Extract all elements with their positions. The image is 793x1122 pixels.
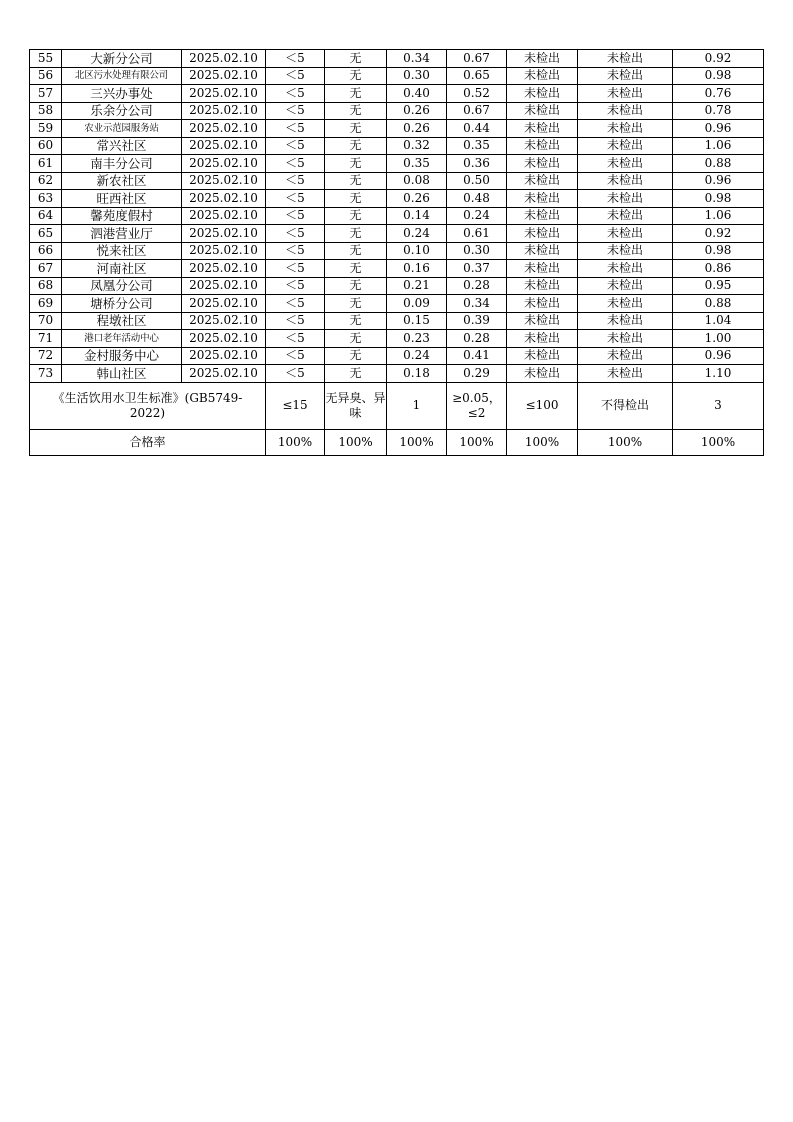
- pass-rate-3: 100%: [387, 429, 447, 455]
- pass-rate-row: [30, 429, 764, 455]
- value-2: 无: [325, 190, 387, 208]
- sample-date: 2025.02.10: [182, 172, 266, 190]
- value-1: ＜5: [266, 102, 325, 120]
- value-7: 0.86: [673, 260, 764, 278]
- value-6: 未检出: [578, 67, 673, 85]
- row-number: 57: [30, 85, 62, 103]
- table-row: [30, 347, 764, 365]
- value-1: ＜5: [266, 172, 325, 190]
- value-3: 0.40: [387, 85, 447, 103]
- value-5: 未检出: [507, 190, 578, 208]
- sample-date: 2025.02.10: [182, 277, 266, 295]
- value-2: 无: [325, 50, 387, 68]
- pass-rate-1: 100%: [266, 429, 325, 455]
- value-2: 无: [325, 312, 387, 330]
- row-number: 63: [30, 190, 62, 208]
- value-7: 0.96: [673, 347, 764, 365]
- value-4: 0.34: [447, 295, 507, 313]
- table-row: [30, 312, 764, 330]
- value-1: ＜5: [266, 347, 325, 365]
- value-1: ＜5: [266, 330, 325, 348]
- value-3: 0.24: [387, 225, 447, 243]
- value-3: 0.32: [387, 137, 447, 155]
- value-3: 0.16: [387, 260, 447, 278]
- value-7: 0.88: [673, 155, 764, 173]
- site-name: 河南社区: [62, 260, 182, 278]
- site-name: 金村服务中心: [62, 347, 182, 365]
- value-1: ＜5: [266, 190, 325, 208]
- value-2: 无: [325, 277, 387, 295]
- value-6: 未检出: [578, 260, 673, 278]
- pass-rate-label: 合格率: [30, 429, 266, 455]
- table-row: [30, 155, 764, 173]
- value-6: 未检出: [578, 155, 673, 173]
- standard-limit-1: ≤15: [266, 382, 325, 429]
- site-name: 新农社区: [62, 172, 182, 190]
- value-1: ＜5: [266, 295, 325, 313]
- site-name: 大新分公司: [62, 50, 182, 68]
- value-4: 0.35: [447, 137, 507, 155]
- value-6: 未检出: [578, 50, 673, 68]
- row-number: 62: [30, 172, 62, 190]
- value-7: 0.78: [673, 102, 764, 120]
- value-6: 未检出: [578, 347, 673, 365]
- value-5: 未检出: [507, 312, 578, 330]
- site-name: 常兴社区: [62, 137, 182, 155]
- value-6: 未检出: [578, 172, 673, 190]
- site-name: 港口老年活动中心: [62, 330, 182, 348]
- value-5: 未检出: [507, 85, 578, 103]
- sample-date: 2025.02.10: [182, 225, 266, 243]
- value-7: 0.95: [673, 277, 764, 295]
- standard-limit-3: 1: [387, 382, 447, 429]
- standard-limit-7: 3: [673, 382, 764, 429]
- value-6: 未检出: [578, 225, 673, 243]
- value-7: 0.98: [673, 190, 764, 208]
- value-4: 0.37: [447, 260, 507, 278]
- site-name: 凤凰分公司: [62, 277, 182, 295]
- site-name: 旺西社区: [62, 190, 182, 208]
- site-name: 塘桥分公司: [62, 295, 182, 313]
- value-4: 0.39: [447, 312, 507, 330]
- value-4: 0.24: [447, 207, 507, 225]
- table-row: [30, 365, 764, 383]
- sample-date: 2025.02.10: [182, 155, 266, 173]
- site-name: 南丰分公司: [62, 155, 182, 173]
- value-1: ＜5: [266, 312, 325, 330]
- row-number: 59: [30, 120, 62, 138]
- table-row: [30, 295, 764, 313]
- row-number: 68: [30, 277, 62, 295]
- row-number: 66: [30, 242, 62, 260]
- value-7: 1.10: [673, 365, 764, 383]
- value-7: 0.98: [673, 242, 764, 260]
- value-4: 0.48: [447, 190, 507, 208]
- value-2: 无: [325, 102, 387, 120]
- standard-row: [30, 382, 764, 429]
- sample-date: 2025.02.10: [182, 137, 266, 155]
- table-row: [30, 67, 764, 85]
- value-7: 0.96: [673, 120, 764, 138]
- row-number: 61: [30, 155, 62, 173]
- value-2: 无: [325, 365, 387, 383]
- value-6: 未检出: [578, 85, 673, 103]
- sample-date: 2025.02.10: [182, 260, 266, 278]
- sample-date: 2025.02.10: [182, 242, 266, 260]
- row-number: 64: [30, 207, 62, 225]
- table-row: [30, 277, 764, 295]
- table-row: [30, 172, 764, 190]
- standard-limit-5: ≤100: [507, 382, 578, 429]
- value-4: 0.50: [447, 172, 507, 190]
- row-number: 72: [30, 347, 62, 365]
- table-row: [30, 137, 764, 155]
- standard-limit-4: ≥0.05，≤2: [447, 382, 507, 429]
- value-2: 无: [325, 155, 387, 173]
- value-5: 未检出: [507, 225, 578, 243]
- value-6: 未检出: [578, 102, 673, 120]
- row-number: 60: [30, 137, 62, 155]
- value-2: 无: [325, 120, 387, 138]
- site-name: 北区污水处理有限公司: [62, 67, 182, 85]
- value-1: ＜5: [266, 85, 325, 103]
- sample-date: 2025.02.10: [182, 330, 266, 348]
- value-3: 0.15: [387, 312, 447, 330]
- value-3: 0.08: [387, 172, 447, 190]
- value-4: 0.67: [447, 50, 507, 68]
- value-6: 未检出: [578, 190, 673, 208]
- value-3: 0.18: [387, 365, 447, 383]
- value-5: 未检出: [507, 155, 578, 173]
- sample-date: 2025.02.10: [182, 347, 266, 365]
- value-7: 0.96: [673, 172, 764, 190]
- row-number: 69: [30, 295, 62, 313]
- value-3: 0.23: [387, 330, 447, 348]
- value-3: 0.30: [387, 67, 447, 85]
- value-5: 未检出: [507, 260, 578, 278]
- value-5: 未检出: [507, 295, 578, 313]
- value-3: 0.35: [387, 155, 447, 173]
- value-5: 未检出: [507, 365, 578, 383]
- row-number: 71: [30, 330, 62, 348]
- value-2: 无: [325, 85, 387, 103]
- table-row: [30, 50, 764, 68]
- value-3: 0.34: [387, 50, 447, 68]
- value-1: ＜5: [266, 277, 325, 295]
- value-2: 无: [325, 207, 387, 225]
- table-row: [30, 260, 764, 278]
- row-number: 67: [30, 260, 62, 278]
- value-5: 未检出: [507, 172, 578, 190]
- value-3: 0.14: [387, 207, 447, 225]
- sample-date: 2025.02.10: [182, 85, 266, 103]
- value-7: 0.92: [673, 50, 764, 68]
- value-6: 未检出: [578, 242, 673, 260]
- value-6: 未检出: [578, 120, 673, 138]
- value-5: 未检出: [507, 277, 578, 295]
- value-4: 0.29: [447, 365, 507, 383]
- value-6: 未检出: [578, 207, 673, 225]
- sample-date: 2025.02.10: [182, 50, 266, 68]
- value-6: 未检出: [578, 295, 673, 313]
- table-row: [30, 85, 764, 103]
- value-5: 未检出: [507, 102, 578, 120]
- value-7: 0.92: [673, 225, 764, 243]
- value-5: 未检出: [507, 120, 578, 138]
- value-5: 未检出: [507, 242, 578, 260]
- pass-rate-5: 100%: [507, 429, 578, 455]
- table-row: [30, 190, 764, 208]
- site-name: 韩山社区: [62, 365, 182, 383]
- value-3: 0.26: [387, 102, 447, 120]
- value-7: 0.98: [673, 67, 764, 85]
- row-number: 58: [30, 102, 62, 120]
- table-row: [30, 120, 764, 138]
- value-1: ＜5: [266, 137, 325, 155]
- table-row: [30, 330, 764, 348]
- pass-rate-6: 100%: [578, 429, 673, 455]
- sample-date: 2025.02.10: [182, 67, 266, 85]
- value-4: 0.52: [447, 85, 507, 103]
- row-number: 70: [30, 312, 62, 330]
- value-1: ＜5: [266, 67, 325, 85]
- water-quality-table: [29, 49, 764, 456]
- sample-date: 2025.02.10: [182, 102, 266, 120]
- value-3: 0.26: [387, 190, 447, 208]
- value-4: 0.36: [447, 155, 507, 173]
- value-6: 未检出: [578, 365, 673, 383]
- value-1: ＜5: [266, 207, 325, 225]
- standard-name: 《生活饮用水卫生标准》(GB5749-2022): [30, 382, 266, 429]
- sample-date: 2025.02.10: [182, 295, 266, 313]
- pass-rate-7: 100%: [673, 429, 764, 455]
- value-2: 无: [325, 137, 387, 155]
- site-name: 馨苑度假村: [62, 207, 182, 225]
- value-1: ＜5: [266, 120, 325, 138]
- value-3: 0.21: [387, 277, 447, 295]
- value-5: 未检出: [507, 137, 578, 155]
- site-name: 泗港营业厅: [62, 225, 182, 243]
- value-7: 1.04: [673, 312, 764, 330]
- sample-date: 2025.02.10: [182, 312, 266, 330]
- table-row: [30, 242, 764, 260]
- value-6: 未检出: [578, 312, 673, 330]
- value-3: 0.10: [387, 242, 447, 260]
- site-name: 程墩社区: [62, 312, 182, 330]
- row-number: 73: [30, 365, 62, 383]
- value-2: 无: [325, 330, 387, 348]
- value-2: 无: [325, 260, 387, 278]
- value-7: 0.88: [673, 295, 764, 313]
- value-2: 无: [325, 242, 387, 260]
- value-4: 0.65: [447, 67, 507, 85]
- table-row: [30, 102, 764, 120]
- value-4: 0.67: [447, 102, 507, 120]
- sample-date: 2025.02.10: [182, 365, 266, 383]
- site-name: 三兴办事处: [62, 85, 182, 103]
- sample-date: 2025.02.10: [182, 207, 266, 225]
- value-5: 未检出: [507, 50, 578, 68]
- row-number: 56: [30, 67, 62, 85]
- table-body: [30, 50, 764, 456]
- value-7: 1.06: [673, 137, 764, 155]
- value-4: 0.28: [447, 330, 507, 348]
- value-2: 无: [325, 347, 387, 365]
- value-2: 无: [325, 67, 387, 85]
- value-2: 无: [325, 225, 387, 243]
- standard-limit-6: 不得检出: [578, 382, 673, 429]
- value-5: 未检出: [507, 330, 578, 348]
- value-1: ＜5: [266, 155, 325, 173]
- value-1: ＜5: [266, 365, 325, 383]
- value-5: 未检出: [507, 207, 578, 225]
- value-5: 未检出: [507, 67, 578, 85]
- sample-date: 2025.02.10: [182, 120, 266, 138]
- site-name: 乐余分公司: [62, 102, 182, 120]
- table-row: [30, 225, 764, 243]
- value-6: 未检出: [578, 277, 673, 295]
- table-row: [30, 207, 764, 225]
- value-7: 0.76: [673, 85, 764, 103]
- value-3: 0.26: [387, 120, 447, 138]
- value-6: 未检出: [578, 330, 673, 348]
- value-6: 未检出: [578, 137, 673, 155]
- value-5: 未检出: [507, 347, 578, 365]
- value-1: ＜5: [266, 225, 325, 243]
- value-4: 0.41: [447, 347, 507, 365]
- value-4: 0.28: [447, 277, 507, 295]
- site-name: 农业示范园服务站: [62, 120, 182, 138]
- value-7: 1.00: [673, 330, 764, 348]
- value-1: ＜5: [266, 242, 325, 260]
- value-4: 0.44: [447, 120, 507, 138]
- value-1: ＜5: [266, 260, 325, 278]
- row-number: 65: [30, 225, 62, 243]
- value-3: 0.24: [387, 347, 447, 365]
- value-7: 1.06: [673, 207, 764, 225]
- standard-limit-2: 无异臭、异味: [325, 382, 387, 429]
- value-2: 无: [325, 295, 387, 313]
- value-2: 无: [325, 172, 387, 190]
- value-3: 0.09: [387, 295, 447, 313]
- row-number: 55: [30, 50, 62, 68]
- value-1: ＜5: [266, 50, 325, 68]
- site-name: 悦来社区: [62, 242, 182, 260]
- sample-date: 2025.02.10: [182, 190, 266, 208]
- value-4: 0.61: [447, 225, 507, 243]
- pass-rate-2: 100%: [325, 429, 387, 455]
- value-4: 0.30: [447, 242, 507, 260]
- pass-rate-4: 100%: [447, 429, 507, 455]
